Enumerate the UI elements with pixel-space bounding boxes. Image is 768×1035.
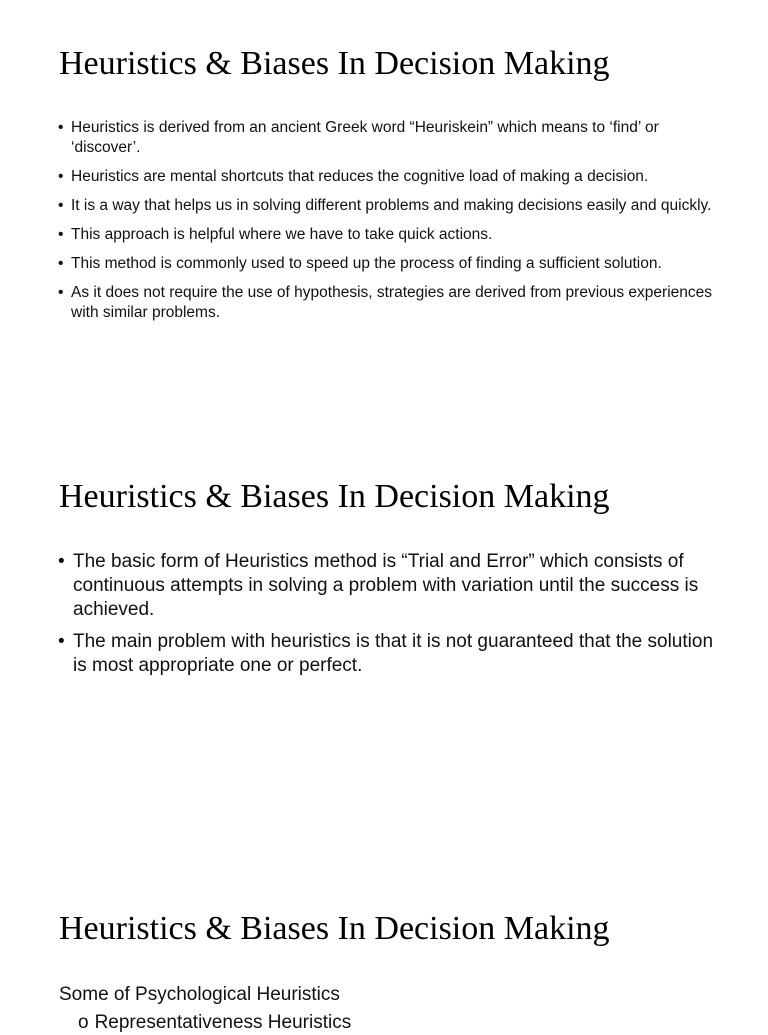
bullet-text: It is a way that helps us in solving different problems and making decisions easily and quickly. (71, 197, 712, 214)
slide-title: Heuristics & Biases In Decision Making (59, 910, 610, 947)
list-item (58, 283, 723, 323)
bullet-icon: • (58, 119, 64, 136)
sub-list-item (78, 1011, 351, 1035)
bullet-icon: • (58, 168, 64, 185)
sub-item-text: Representativeness Heuristics (94, 1012, 352, 1033)
bullet-text: Heuristics is derived from an ancient Greek word “Heuriskein” which means to ‘find’ or ‘discover’. (71, 119, 659, 156)
slide-title: Heuristics & Biases In Decision Making (59, 45, 610, 82)
sub-bullet-icon: o (78, 1012, 89, 1033)
bullet-text: The basic form of Heuristics method is “Trial and Error” which consists of continuous attempts in solving a problem with variation until the success is achieved. (73, 551, 699, 620)
list-item (58, 630, 718, 678)
bullet-icon: • (58, 284, 64, 301)
bullet-text: This method is commonly used to speed up the process of finding a sufficient solution. (71, 255, 662, 272)
bullet-icon: • (58, 226, 64, 243)
list-item (58, 225, 723, 245)
list-item (58, 196, 723, 216)
bullet-icon: • (58, 197, 64, 214)
intro-text: Some of Psychological Heuristics (59, 984, 340, 1005)
bullet-icon: • (58, 551, 65, 572)
bullet-text: Heuristics are mental shortcuts that reduces the cognitive load of making a decision. (71, 168, 649, 185)
bullet-icon: • (58, 255, 64, 272)
bullet-icon: • (58, 631, 65, 652)
slide-title: Heuristics & Biases In Decision Making (59, 478, 610, 515)
list-item (58, 254, 723, 274)
bullet-text: As it does not require the use of hypothesis, strategies are derived from previous experiences with similar problems. (71, 284, 713, 321)
bullet-list (58, 118, 723, 332)
bullet-text: This approach is helpful where we have to take quick actions. (71, 226, 493, 243)
list-item (58, 167, 723, 187)
list-item (58, 550, 718, 622)
bullet-list (58, 550, 718, 686)
list-item (58, 118, 723, 158)
bullet-text: The main problem with heuristics is that it is not guaranteed that the solution is most appropriate one or perfect. (73, 631, 714, 676)
